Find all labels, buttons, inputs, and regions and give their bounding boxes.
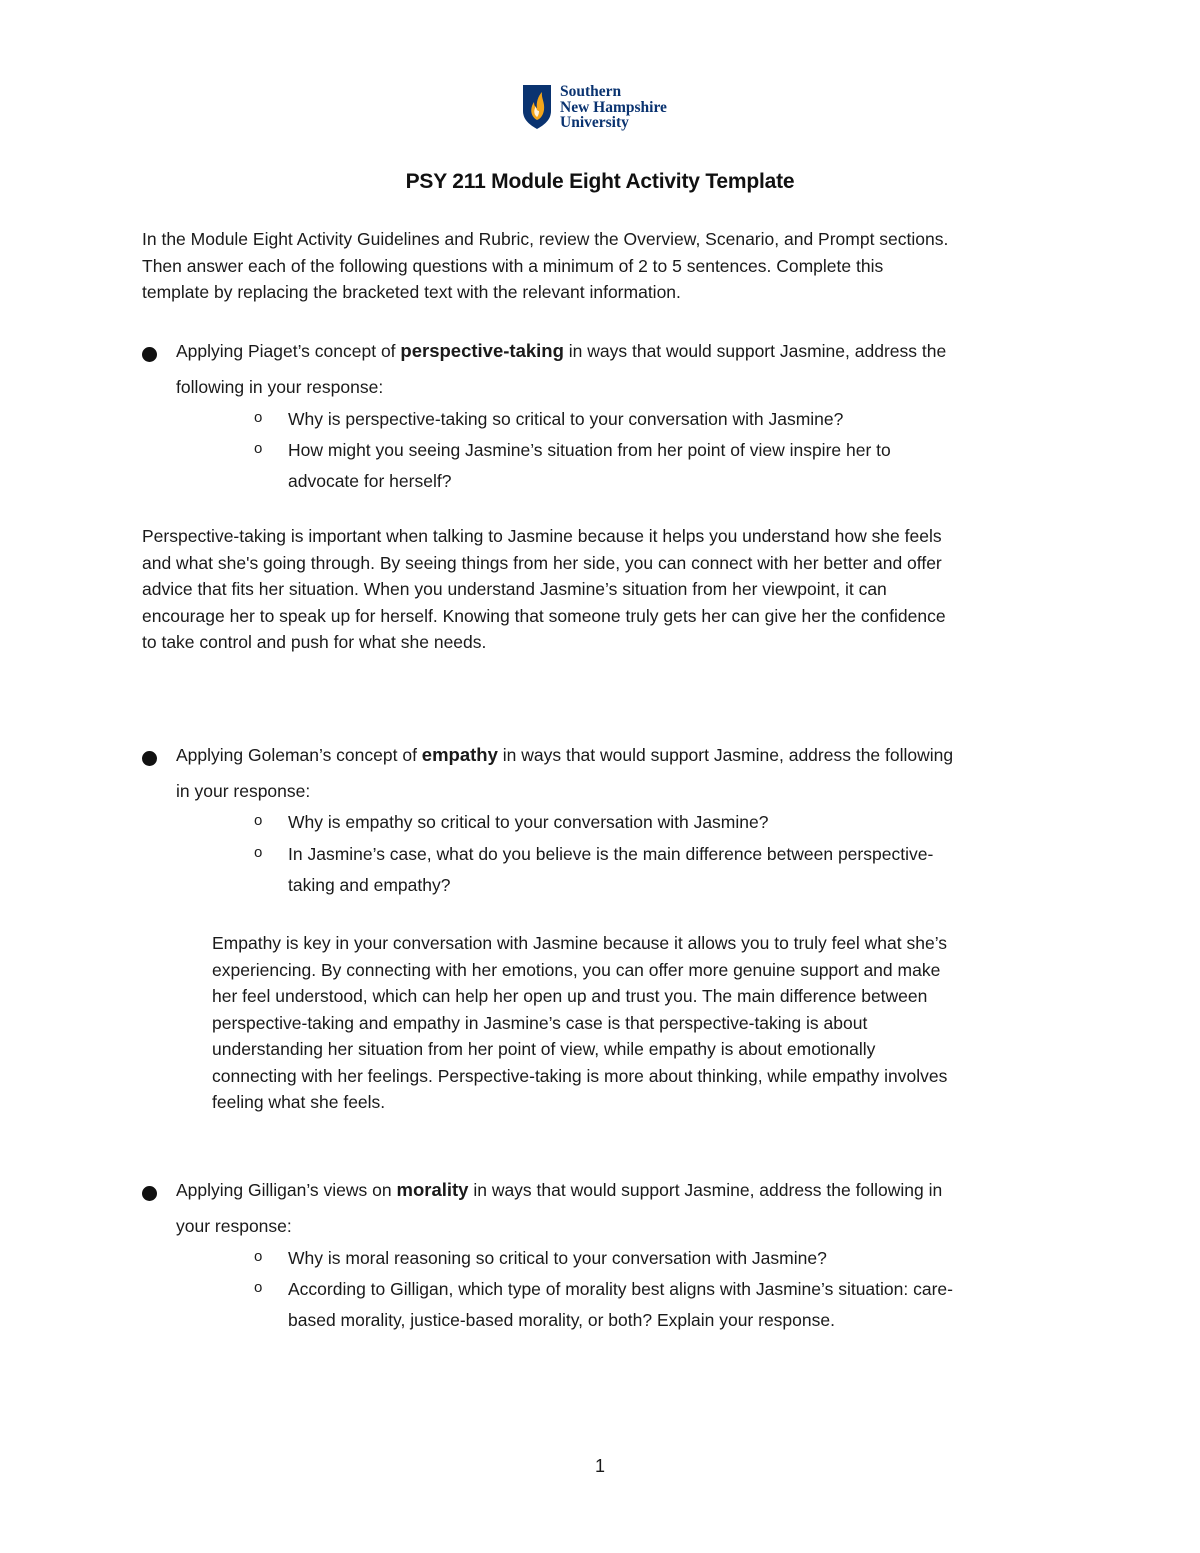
logo-line-3: University [560, 114, 629, 131]
answer-2 [212, 930, 947, 1116]
answer-line: her feel understood, which can help her open up and trust you. The main difference between [212, 986, 928, 1006]
question-1-suffix: in ways that would support Jasmine, address the [563, 341, 947, 361]
answer-line: Perspective-taking is important when talking to Jasmine because it helps you understand how she feels [142, 526, 942, 546]
logo-line-1: Southern [560, 83, 622, 100]
sub-question-text: According to Gilligan, which type of morality best aligns with Jasmine’s situation: care- [288, 1279, 953, 1299]
question-2-line-1 [176, 744, 953, 766]
answer-line: experiencing. By connecting with her emotions, you can offer more genuine support and make [212, 959, 941, 980]
answer-line: Empathy is key in your conversation with Jasmine because it allows you to truly feel what she’s [212, 933, 948, 953]
answer-1 [142, 523, 946, 656]
sub-question-text: based morality, justice-based morality, or both? Explain your response. [288, 1310, 835, 1330]
question-3-suffix: in ways that would support Jasmine, address the following in [468, 1180, 943, 1200]
intro-paragraph [142, 226, 948, 306]
circle-bullet-icon: o [254, 409, 263, 426]
sub-question-text: In Jasmine’s case, what do you believe is the main difference between perspective- [288, 844, 934, 864]
shield-flame-icon [522, 84, 552, 130]
question-2-prefix: Applying Goleman’s concept of [176, 745, 422, 765]
bullet-icon [142, 1186, 157, 1201]
logo-line-2: New Hampshire [560, 98, 667, 116]
answer-line: perspective-taking and empathy in Jasmine’s case is that perspective-taking is about [212, 1012, 868, 1033]
page-number: 1 [594, 1456, 605, 1476]
question-1-term: perspective-taking [400, 340, 564, 361]
answer-line: feeling what she feels. [212, 1092, 386, 1112]
document-title: PSY 211 Module Eight Activity Template [405, 170, 795, 193]
circle-bullet-icon: o [254, 1279, 263, 1296]
sub-question-text: Why is moral reasoning so critical to your conversation with Jasmine? [288, 1248, 827, 1268]
circle-bullet-icon: o [254, 1248, 263, 1265]
circle-bullet-icon: o [254, 844, 263, 861]
question-1-prefix: Applying Piaget’s concept of [176, 341, 401, 361]
intro-line: Then answer each of the following questions with a minimum of 2 to 5 sentences. Complete this [142, 255, 884, 276]
question-3-line-1 [176, 1179, 942, 1201]
intro-line: In the Module Eight Activity Guidelines and Rubric, review the Overview, Scenario, and Prompt sections. [142, 229, 949, 249]
question-3-prefix: Applying Gilligan’s views on [176, 1180, 397, 1200]
answer-line: and what she's going through. By seeing things from her side, you can connect with her better and offer [142, 552, 942, 573]
question-3-line-2: your response: [176, 1216, 292, 1236]
sub-question-text: advocate for herself? [288, 471, 452, 491]
question-3-term: morality [396, 1179, 469, 1200]
intro-line: template by replacing the bracketed text with the relevant information. [142, 282, 681, 302]
question-2-suffix: in ways that would support Jasmine, address the following [497, 745, 954, 765]
answer-line: understanding her situation from her point of view, while empathy is about emotionally [212, 1039, 876, 1059]
sub-question-text: Why is empathy so critical to your conversation with Jasmine? [288, 812, 769, 832]
question-2-line-2: in your response: [176, 781, 311, 801]
bullet-icon [142, 347, 157, 362]
answer-line: encourage her to speak up for herself. Knowing that someone truly gets her can give her the confidence [142, 605, 946, 626]
sub-question-text: Why is perspective-taking so critical to your conversation with Jasmine? [288, 409, 844, 429]
answer-line: to take control and push for what she needs. [142, 632, 487, 652]
snhu-logo [522, 84, 667, 131]
logo-wordmark [560, 84, 667, 131]
question-2-term: empathy [421, 744, 498, 765]
question-1-line-1 [176, 340, 946, 362]
sub-question-text: taking and empathy? [288, 875, 451, 895]
answer-line: advice that fits her situation. When you understand Jasmine’s situation from her viewpoint, it can [142, 579, 887, 599]
circle-bullet-icon: o [254, 812, 263, 829]
answer-line: connecting with her feelings. Perspective-taking is more about thinking, while empathy involves [212, 1065, 948, 1086]
bullet-icon [142, 751, 157, 766]
sub-question-text: How might you seeing Jasmine’s situation from her point of view inspire her to [288, 440, 891, 460]
question-1-line-2: following in your response: [176, 377, 384, 397]
circle-bullet-icon: o [254, 440, 263, 457]
